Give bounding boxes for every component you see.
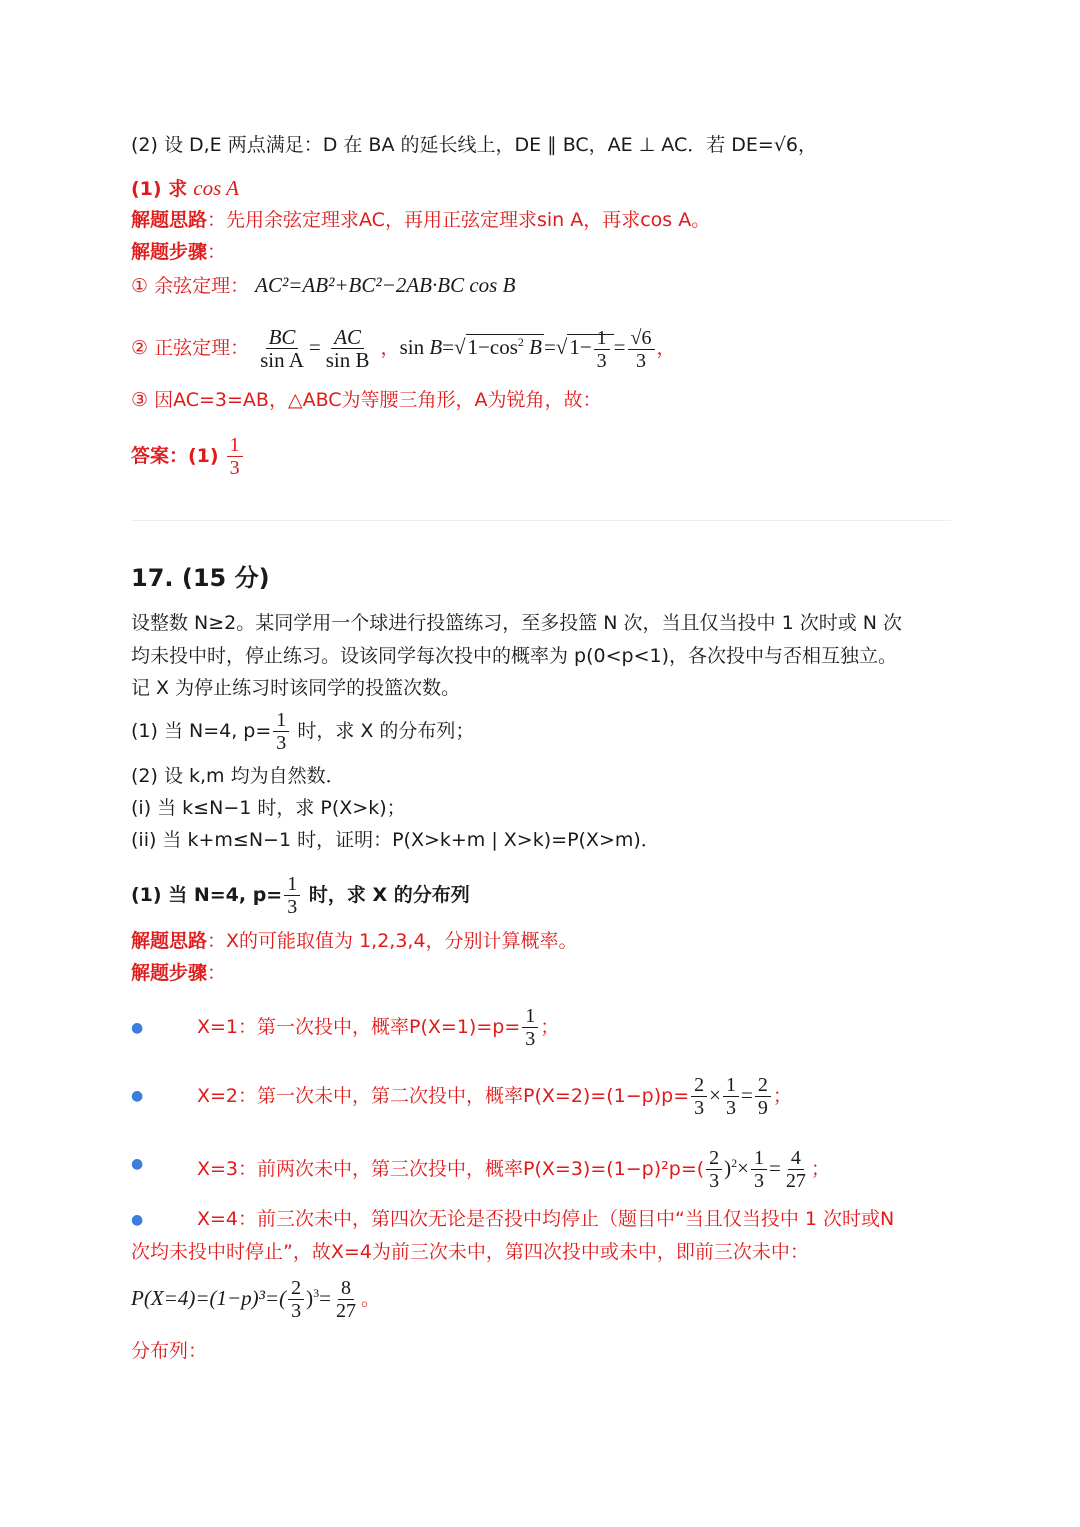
den: 3 [694,1097,705,1119]
den: 27 [785,1170,806,1192]
step-isosceles: ③ 因AC=3=AB，△ABC为等腰三角形，A为锐角，故： [131,389,602,411]
q1-suffix: 时，求 X 的分布列； [297,720,475,742]
sinb-expr: $\sin B=√1-\cos^2$ B=√1− $\frac{1}{3}$ = $\frac{√6}{3}$ [400,335,657,359]
problem-17-heading: 17. (15 分) [131,564,270,592]
question-2: (2) 设 k,m 均为自然数． [131,765,345,787]
s1-prefix: (1) 当 N=4, p= [131,884,283,906]
question-2-ii: (ii) 当 k+m≤N−1 时，证明：P(X>k+m | X>k)=P(X>m)． [131,829,660,851]
problem-text-1: 设整数 N≥2。某同学用一个球进行投篮练习，至多投篮 N 次，当且仅当投中 1 次时或 N 次 [131,612,903,634]
idea-label: 解题思路 [131,930,208,952]
prob-x4-line2: 次均未投中时停止”，故X=4为前三次未中，第四次投中或未中，即前三次未中： [131,1241,809,1263]
num: 1 [227,434,243,457]
answer-fraction [227,434,243,479]
num: 1 [594,327,610,350]
num: 1 [284,873,300,896]
den: 3 [754,1170,764,1192]
prob-x1: X=1：第一次投中，概率P(X=1)=p= $\frac{1}{3}$ ； [197,1005,560,1050]
question-1-cos-a [131,173,239,204]
solution-idea-17 [131,926,578,956]
sine-law-formula: $\frac{BC}{\text{sin A}}$ = $\frac{AC}{\text{sin B}}$ [255,337,380,359]
den: 3 [709,1170,720,1192]
b1-text: X=1：第一次投中，概率P(X=1)=p= [197,1016,521,1038]
den: 3 [525,1028,536,1050]
solution-1-heading [131,872,470,918]
den: 27 [335,1300,356,1322]
frac-sqrt6-3 [628,327,655,372]
frac-1-3 [723,1074,739,1119]
num: 4 [788,1147,804,1170]
frac-bc-sina [257,326,307,371]
steps-label: 解题步骤 [131,241,208,263]
frac-2-3 [691,1074,707,1119]
solution-idea [131,205,710,235]
num: 1 [273,709,289,732]
den: 9 [757,1097,768,1119]
frac-2-3 [288,1277,304,1322]
idea-text: ：X的可能取值为 1,2,3,4，分别计算概率。 [207,930,578,952]
frac-1-3 [751,1147,767,1192]
step-sine-law: ② 正弦定理： $\frac{BC}{\text{sin A}}$ = $\frac{AC}{\text{sin B}}$ ，$\sin B=√1-\cos^2$ B=√1− $\frac{1}{3}$ = $\frac{√6}{3}$ ， [131,325,676,372]
num: √6 [628,327,655,350]
num: AC [331,326,364,349]
b4c-text: P(X=4)=(1−p)³=( [131,1286,287,1310]
prob-x4-formula: P(X=4)=(1−p)³=( $\frac{2}{3}$ )$^3$= $\frac{8}{27}$ 。 [131,1277,380,1322]
s1-suffix: 时，求 X 的分布列 [308,884,470,906]
steps-colon: ： [207,962,227,984]
step2-label: ② 正弦定理： [131,337,250,359]
num: 2 [706,1147,722,1170]
question-2-i: (i) 当 k≤N−1 时，求 P(X>k)； [131,797,406,819]
answer-line [131,434,245,479]
b3-text: X=3：前两次未中，第三次投中，概率P(X=3)=(1−p)²p=( [197,1158,705,1180]
p-fraction [273,709,289,754]
distribution-label: 分布列： [131,1340,208,1362]
question-1 [131,708,474,754]
steps-colon: ： [207,241,227,263]
part2-statement: (2) 设 D,E 两点满足：D 在 BA 的延长线上，DE ∥ BC，AE ⊥ AC．若 DE=√6， [131,134,818,156]
den: 3 [596,349,607,372]
b2-text: X=2：第一次未中，第二次投中，概率P(X=2)=(1−p)p= [197,1085,690,1107]
p-fraction [284,873,300,918]
num: BC [266,326,299,349]
steps-heading-17 [131,958,226,988]
bullet-icon: ● [131,1212,144,1228]
problem-text-3: 记 X 为停止练习时该同学的投篮次数。 [131,677,461,699]
den: 3 [291,1300,302,1322]
prob-x3: X=3：前两次未中，第三次投中，概率P(X=3)=(1−p)²p=( $\frac{2}{3}$ )$^2$× $\frac{1}{3}$ = $\frac{4}{27}$ ； [197,1147,830,1192]
bullet-icon: ● [131,1156,144,1172]
num: 1 [751,1147,767,1170]
num: 1 [723,1074,739,1097]
den: 3 [276,732,287,754]
section-divider [131,520,951,521]
num: 2 [288,1277,304,1300]
num: 8 [338,1277,354,1300]
step-cosine-law [131,270,515,301]
frac-1-3 [594,327,610,372]
den: 3 [287,896,298,918]
cos-a-expr: cos A [193,176,239,200]
frac-ac-sinb [323,326,373,371]
num: 2 [755,1074,771,1097]
num: 1 [522,1005,538,1028]
idea-text: ：先用余弦定理求AC，再用正弦定理求sin A，再求cos A。 [207,209,711,231]
num: 2 [691,1074,707,1097]
problem-text-2: 均未投中时，停止练习。设该同学每次投中的概率为 p(0<p<1)，各次投中与否相互独立。 [131,645,898,667]
bullet-icon: ● [131,1020,144,1036]
prob-x4-line1: X=4：前三次未中，第四次无论是否投中均停止（题目中“当且仅当投中 1 次时或N [197,1208,895,1230]
frac-4-27 [783,1147,809,1192]
steps-heading [131,237,226,267]
den: 3 [725,1097,736,1119]
frac-2-3 [706,1147,722,1192]
idea-label: 解题思路 [131,209,208,231]
steps-label: 解题步骤 [131,962,208,984]
answer-label: 答案：(1) [131,445,219,467]
den: 3 [636,349,646,372]
den: 3 [229,457,240,479]
prob-x2: X=2：第一次未中，第二次投中，概率P(X=2)=(1−p)p= $\frac{2}{3}$ × $\frac{1}{3}$ = $\frac{2}{9}$ ； [197,1074,792,1119]
den: sin B [325,348,370,372]
frac-1-3 [522,1005,538,1050]
frac-8-27 [333,1277,359,1322]
den: sin A [260,348,304,372]
step1-label: ① 余弦定理： [131,275,250,297]
bullet-icon: ● [131,1088,144,1104]
frac-2-9 [755,1074,771,1119]
question-label: (1) 求 [131,178,188,200]
cosine-law-formula: AC²=AB²+BC²−2AB·BC cos B [255,273,516,297]
q1-prefix: (1) 当 N=4, p= [131,720,272,742]
